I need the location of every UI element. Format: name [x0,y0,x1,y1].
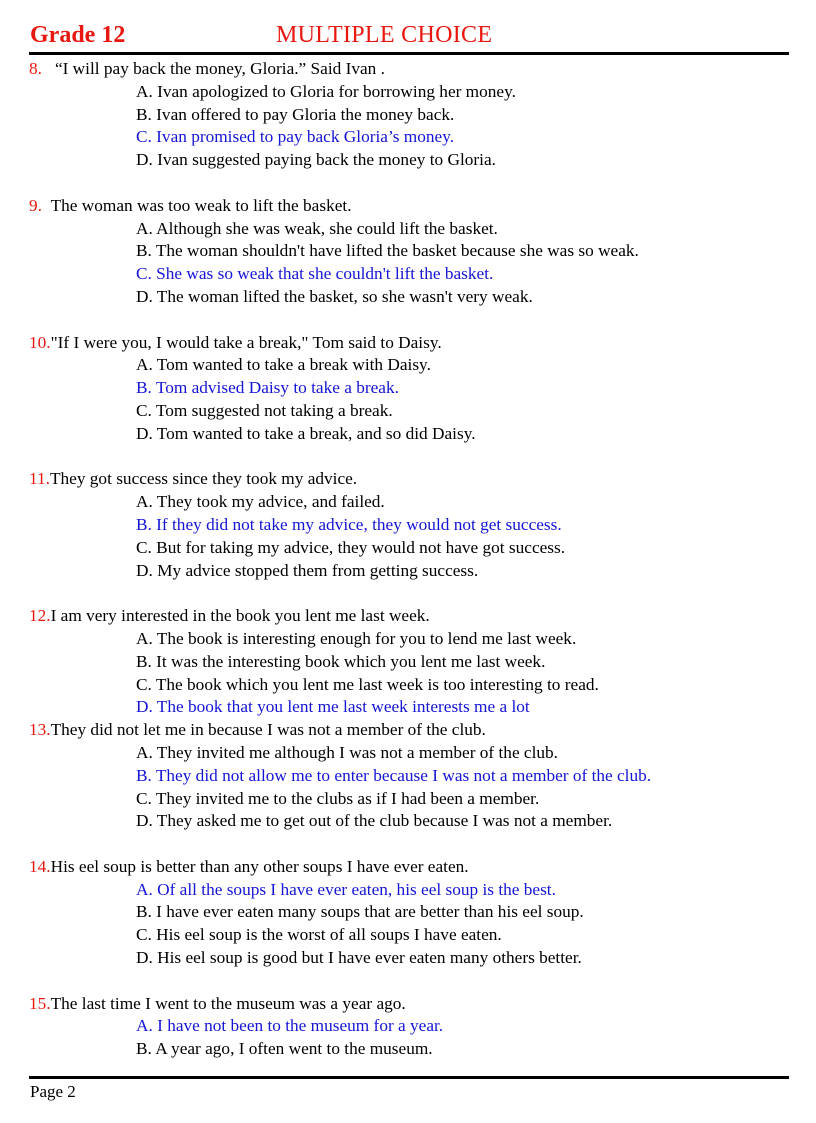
answer-option: B. A year ago, I often went to the museum. [136,1039,433,1059]
answer-option-correct: A. I have not been to the museum for a year. [136,1016,444,1036]
page-title: MULTIPLE CHOICE [276,22,493,48]
question-14 [29,856,789,970]
answer-option-correct: C. She was so weak that she couldn't lift the basket. [136,264,494,284]
answer-option-correct: B. Tom advised Daisy to take a break. [136,378,399,398]
question-9 [29,195,789,309]
question-stem: “I will pay back the money, Gloria.” Said Ivan . [54,59,385,78]
answer-option-correct: B. They did not allow me to enter because I was not a member of the club. [136,765,652,785]
page-number: Page 2 [30,1082,76,1101]
question-8 [29,58,789,172]
answer-option: B. The woman shouldn't have lifted the basket because she was so weak. [136,241,639,261]
answer-option: B. It was the interesting book which you lent me last week. [136,651,546,671]
question-number: 11. [29,469,50,489]
answer-option: A. The book is interesting enough for you to lend me last week. [136,628,577,648]
question-number: 9. [29,195,42,215]
question-13 [29,719,789,833]
answer-option: A. They invited me although I was not a member of the club. [136,742,559,762]
answer-option-correct: D. The book that you lent me last week interests me a lot [136,697,530,717]
question-stem: The woman was too weak to lift the basket. [50,195,352,215]
question-list [29,58,789,1061]
grade-label: Grade 12 [30,22,126,48]
question-15 [29,993,789,1061]
answer-option: C. But for taking my advice, they would not have got success. [136,537,566,557]
question-stem: I am very interested in the book you lent me last week. [50,606,430,626]
answer-option: D. The woman lifted the basket, so she wasn't very weak. [136,286,533,306]
answer-option: D. Tom wanted to take a break, and so did Daisy. [136,423,476,443]
answer-option: D. Ivan suggested paying back the money to Gloria. [136,150,496,170]
answer-option: B. I have ever eaten many soups that are better than his eel soup. [136,902,584,922]
answer-option: C. The book which you lent me last week is too interesting to read. [136,674,599,694]
question-number: 10. [29,332,51,352]
question-12 [29,605,789,719]
answer-option: C. His eel soup is the worst of all soups I have eaten. [136,925,502,945]
question-stem: His eel soup is better than any other soups I have ever eaten. [50,856,469,876]
answer-option: D. My advice stopped them from getting success. [136,560,479,580]
question-number: 15. [29,993,51,1013]
question-number: 13. [29,720,51,740]
question-number: 8. [29,59,42,78]
header-divider [29,52,789,55]
answer-option-correct: B. If they did not take my advice, they would not get success. [136,514,562,534]
answer-option: A. Tom wanted to take a break with Daisy. [136,355,431,375]
question-stem: They got success since they took my advice. [49,469,358,489]
answer-option-correct: C. Ivan promised to pay back Gloria’s money. [136,127,455,147]
answer-option: D. His eel soup is good but I have ever eaten many others better. [136,948,582,968]
question-10 [29,332,789,446]
answer-option: A. Although she was weak, she could lift the basket. [136,218,498,238]
footer-divider [29,1076,789,1079]
question-number: 12. [29,606,51,626]
answer-option: A. Ivan apologized to Gloria for borrowing her money. [136,81,516,101]
answer-option: B. Ivan offered to pay Gloria the money back. [136,104,455,124]
question-number: 14. [29,856,51,876]
answer-option: C. Tom suggested not taking a break. [136,400,393,420]
question-stem: "If I were you, I would take a break," Tom said to Daisy. [50,332,442,352]
answer-option: A. They took my advice, and failed. [136,492,385,512]
question-stem: The last time I went to the museum was a year ago. [50,993,406,1013]
page-header [30,20,788,52]
answer-option: D. They asked me to get out of the club because I was not a member. [136,811,613,831]
answer-option-correct: A. Of all the soups I have ever eaten, his eel soup is the best. [136,879,556,899]
question-11 [29,468,789,582]
answer-option: C. They invited me to the clubs as if I had been a member. [136,788,540,808]
question-stem: They did not let me in because I was not a member of the club. [50,720,486,740]
